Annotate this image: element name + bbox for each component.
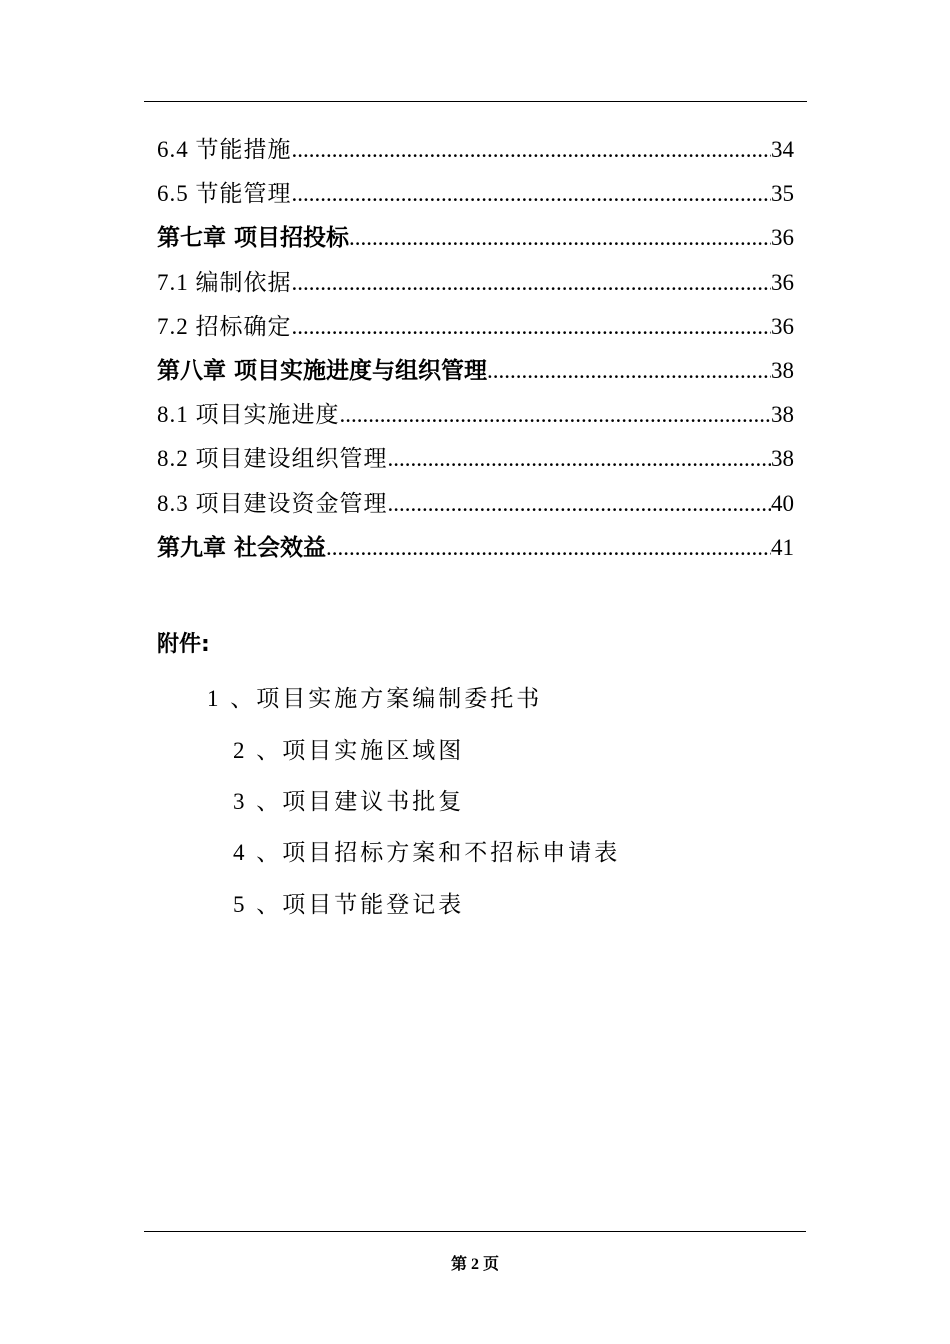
toc-leader-dots [487, 358, 771, 384]
toc-entry-chapter-8[interactable] [157, 352, 794, 396]
toc-leader-dots [292, 314, 772, 340]
toc-entry-8-2[interactable] [157, 440, 794, 484]
toc-entry-page: 41 [771, 534, 794, 560]
toc-entry-7-2[interactable] [157, 308, 794, 352]
toc-entry-page: 34 [771, 137, 794, 162]
attachment-item-3: 3 、项目建议书批复 [233, 789, 465, 814]
toc-entry-page: 38 [771, 446, 794, 472]
toc-entry-label: 7.2 招标确定 [157, 313, 292, 339]
toc-entry-page: 36 [771, 313, 794, 339]
toc-leader-dots [292, 270, 772, 296]
toc-entry-6-4[interactable] [157, 131, 794, 175]
table-of-contents [157, 131, 794, 573]
toc-entry-page: 36 [771, 269, 794, 295]
toc-leader-dots [340, 402, 772, 428]
toc-entry-7-1[interactable] [157, 264, 794, 308]
attachment-item-5: 5 、项目节能登记表 [233, 892, 465, 917]
toc-entry-page: 40 [771, 490, 794, 516]
header-rule [144, 101, 807, 102]
toc-leader-dots [292, 137, 772, 163]
toc-entry-label: 第八章 项目实施进度与组织管理 [157, 357, 488, 384]
toc-entry-chapter-7[interactable] [157, 219, 794, 263]
toc-leader-dots [349, 225, 771, 251]
toc-leader-dots [388, 446, 772, 472]
toc-leader-dots [292, 181, 772, 207]
toc-entry-page: 38 [771, 357, 794, 383]
toc-entry-label: 8.3 项目建设资金管理 [157, 490, 388, 516]
toc-entry-label: 8.2 项目建设组织管理 [157, 446, 388, 472]
footer-rule [144, 1231, 806, 1232]
toc-entry-6-5[interactable] [157, 175, 794, 219]
attachment-item-2: 2 、项目实施区域图 [233, 738, 465, 763]
toc-entry-page: 38 [771, 402, 794, 428]
toc-entry-8-1[interactable] [157, 396, 794, 440]
toc-entry-chapter-9[interactable] [157, 529, 794, 573]
toc-entry-label: 第七章 项目招投标 [157, 225, 350, 252]
toc-entry-label: 6.5 节能管理 [157, 181, 292, 207]
page-number: 第 2 页 [450, 1256, 499, 1273]
toc-leader-dots [326, 535, 771, 561]
toc-entry-page: 36 [771, 225, 794, 251]
toc-leader-dots [388, 491, 772, 517]
toc-entry-label: 8.1 项目实施进度 [157, 402, 340, 428]
toc-entry-page: 35 [771, 181, 794, 207]
attachments-heading: 附件: [157, 632, 210, 657]
attachment-item-1: 1 、项目实施方案编制委托书 [207, 686, 543, 711]
toc-entry-label: 第九章 社会效益 [157, 534, 327, 561]
attachment-item-4: 4 、项目招标方案和不招标申请表 [233, 840, 621, 865]
toc-entry-label: 6.4 节能措施 [157, 137, 292, 162]
toc-entry-label: 7.1 编制依据 [157, 269, 292, 295]
toc-entry-8-3[interactable] [157, 485, 794, 529]
